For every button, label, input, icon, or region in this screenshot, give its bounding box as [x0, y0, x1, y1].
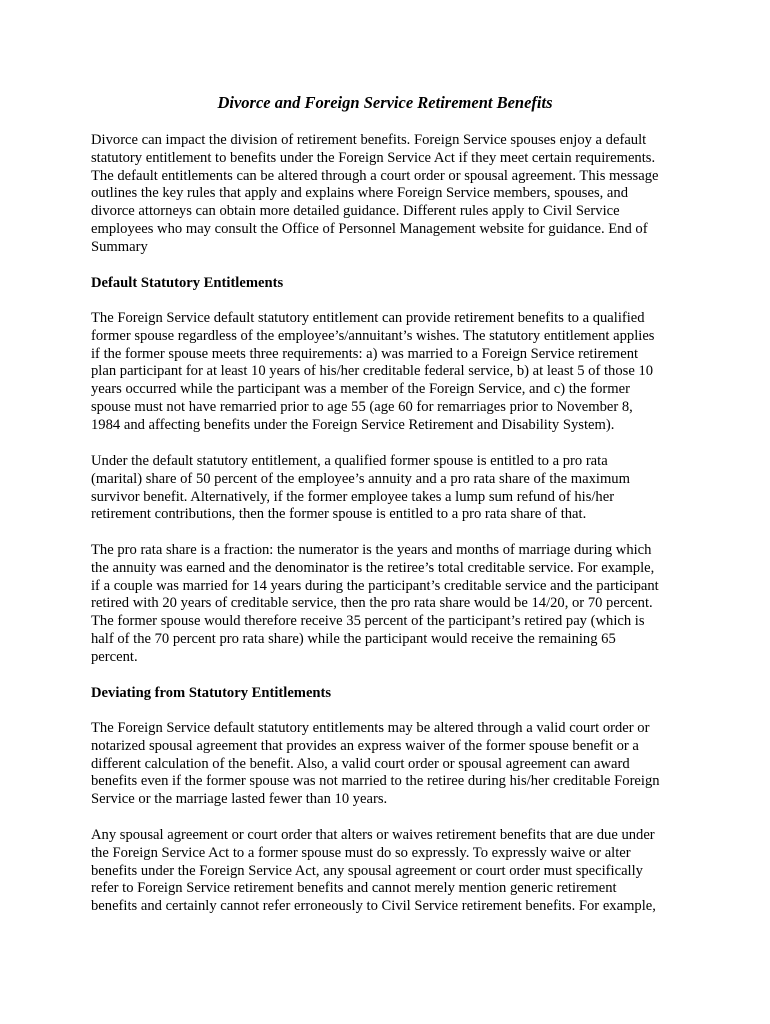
- section1-paragraph-3: [91, 542, 691, 667]
- text-line: outlines the key rules that apply and explains where Foreign Service members, spouses, and: [91, 185, 628, 202]
- text-line: Any spousal agreement or court order that alters or waives retirement benefits that are due under: [91, 827, 655, 843]
- text-line: retired with 20 years of creditable service, then the pro rata share would be 14/20, or 70 percent.: [91, 595, 653, 612]
- text-line: The Foreign Service default statutory entitlements may be altered through a valid court order or: [91, 720, 650, 736]
- text-line: the Foreign Service Act to a former spouse must do so expressly. To expressly waive or alter: [91, 844, 631, 861]
- text-line: statutory entitlement to benefits under the Foreign Service Act if they meet certain requirements.: [91, 149, 656, 166]
- section1-paragraph-2: [91, 453, 691, 524]
- text-line: former spouse regardless of the employee’s/annuitant’s wishes. The statutory entitlement applies: [91, 327, 655, 344]
- text-line: if the former spouse meets three requirements: a) was married to a Foreign Service retirement: [91, 345, 639, 362]
- text-line: divorce attorneys can obtain more detailed guidance. Different rules apply to Civil Service: [91, 203, 620, 220]
- document-title: Divorce and Foreign Service Retirement Benefits: [217, 93, 553, 112]
- text-line: retirement contributions, then the former spouse is entitled to a pro rata share of that.: [91, 506, 587, 523]
- text-line: refer to Foreign Service retirement benefits and cannot merely mention generic retirement: [91, 880, 617, 897]
- text-line: percent.: [91, 648, 138, 665]
- section2-paragraph-1: [91, 720, 691, 809]
- text-line: 1984 and affecting benefits under the Foreign Service Retirement and Disability System).: [91, 416, 615, 433]
- text-line: benefits under the Foreign Service Act, any spousal agreement or court order must specifically: [91, 862, 643, 879]
- text-line: The default entitlements can be altered through a court order or spousal agreement. This message: [91, 167, 659, 184]
- text-line: if a couple was married for 14 years during the participant’s creditable service and the participant: [91, 577, 659, 594]
- section2-paragraph-2: [91, 827, 691, 916]
- text-line: benefits and certainly cannot refer erroneously to Civil Service retirement benefits. For example,: [91, 898, 656, 915]
- text-line: the annuity was earned and the denominator is the retiree’s total creditable service. For example,: [91, 559, 655, 576]
- text-line: half of the 70 percent pro rata share) while the participant would receive the remaining 65: [91, 630, 616, 647]
- text-line: The pro rata share is a fraction: the numerator is the years and months of marriage during which: [91, 542, 652, 558]
- section1-paragraph-1: [91, 310, 691, 435]
- text-line: The Foreign Service default statutory entitlement can provide retirement benefits to a qualified: [91, 310, 645, 326]
- text-line: Divorce can impact the division of retirement benefits. Foreign Service spouses enjoy a default: [91, 132, 647, 148]
- text-line: notarized spousal agreement that provides an express waiver of the former spouse benefit or a: [91, 737, 639, 754]
- text-line: Summary: [91, 238, 148, 255]
- text-line: plan participant for at least 10 years of his/her creditable federal service, b) at least 5 of those 10: [91, 363, 654, 380]
- section-heading-deviating: Deviating from Statutory Entitlements: [91, 685, 332, 701]
- text-line: years occurred while the participant was a member of the Foreign Service, and c) the former: [91, 381, 630, 398]
- text-line: different calculation of the benefit. Also, a valid court order or spousal agreement can award: [91, 755, 630, 772]
- text-line: (marital) share of 50 percent of the employee’s annuity and a pro rata share of the maximum: [91, 470, 630, 487]
- text-line: Service or the marriage lasted fewer than 10 years.: [91, 791, 388, 808]
- summary-paragraph: [91, 132, 691, 257]
- text-line: spouse must not have remarried prior to age 55 (age 60 for remarriages prior to November 8,: [91, 398, 633, 415]
- text-line: Under the default statutory entitlement, a qualified former spouse is entitled to a pro rata: [91, 453, 608, 469]
- text-line: survivor benefit. Alternatively, if the former employee takes a lump sum refund of his/her: [91, 488, 615, 505]
- section-heading-default-entitlements: Default Statutory Entitlements: [91, 275, 284, 291]
- text-line: employees who may consult the Office of Personnel Management website for guidance. End of: [91, 220, 648, 237]
- text-line: benefits even if the former spouse was not married to the retiree during his/her creditable Foreign: [91, 773, 660, 790]
- text-line: The former spouse would therefore receive 35 percent of the participant’s retired pay (which is: [91, 613, 645, 630]
